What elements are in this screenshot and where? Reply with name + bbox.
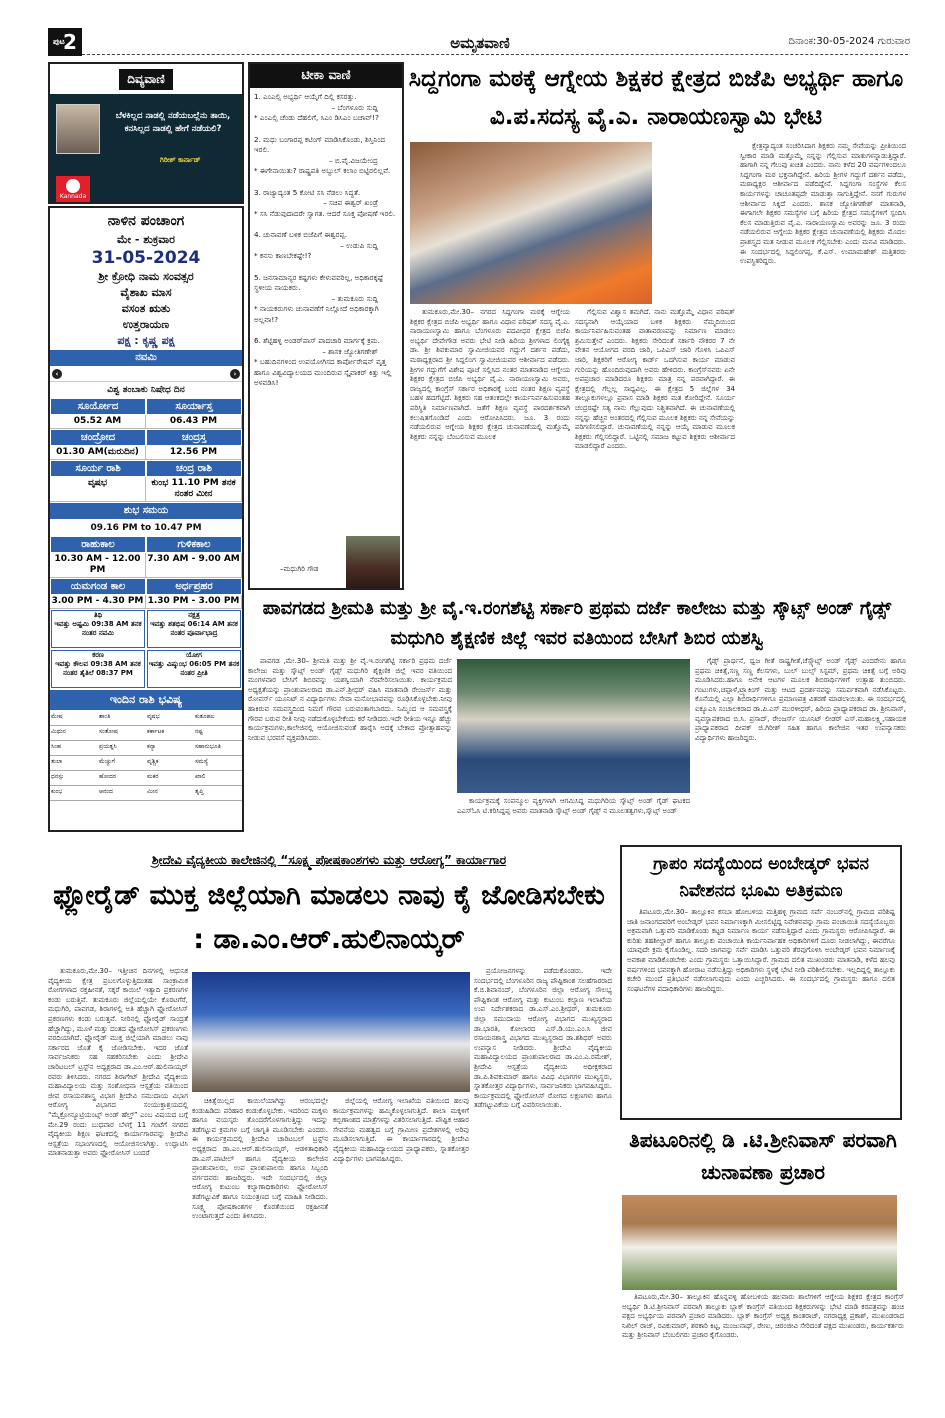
next-arrow-icon[interactable]: › <box>230 369 240 379</box>
ardhaprahara-label: ಅರ್ಧಪ್ರಹರ <box>146 578 242 595</box>
ardhaprahara-value: 1.30 PM - 3.00 PM <box>146 595 242 609</box>
rashi-name: ಕರ್ಕಾಟಕ <box>146 726 194 741</box>
surya-rashi-value: ವೃಷಭ <box>50 477 146 502</box>
article-text: ಗೆಲ್ಲಿಸುವ ವಿಶ್ವಾಸ ತಮಗಿದೆ. ನಾನು ಮತ್ತೊಮ್ಮೆ ವಿಧಾನ ಪರಿಷತ್ ಸದಸ್ಯನಾಗಿ ಆಯ್ಕೆಯಾದ ಬಳಿಕ ಶಿಕ್ಷಕರು ನೆಮ್ಮದಿಯಿಂದ ಕಾರ್ಯನಿರ್ವಹಿಸುವಂತಹ ವಾತಾವರಣವನ್ನು ನಿರ್ಮಾಣ ಮಾಡಲು ಶ್ರಮಿಸುತ್ತೇನೆ ಎಂದರು. ಶಿಕ್ಷಕರು ಸೇರಿದಂತೆ ಸರ್ಕಾರಿ ನೌಕರರ 7 ನೇ ವೇತನ ಆಯೋಗದ ವರದಿ ಜಾರಿ, ಒಪಿಎಸ್ ಜಾರಿ ಗೊಳಿಸಿ ಒಪಿಎಸ್ ಜಾರಿ, ಶಿಕ್ಷಕರಿಗೆ ಆರೋಗ್ಯ ಕಾರ್ಡ್ ಒದಗಿಸುವ ಕಾರ್ಯ ಮಾಡುವ ಗುರಿಯನ್ನು ಹೊಂದಿರುವುದಾಗಿ ಅವರು ಹೇಳಿದರು. ಕಾಂಗ್ರೆಸ್‌ನವರು ಏನೇ ಅಪಪ್ರಚಾರ ಮಾಡಿದರೂ ಶಿಕ್ಷಕರು ಮಾತ್ರ ನನ್ನ ಪರವಾಗಿದ್ದಾರೆ. ಈ ಕ್ಷೇತ್ರದಲ್ಲಿ ಗೆಲ್ಲಲ್ಲ ಸಾಧ್ಯವಿಲ್ಲ. ಈ ಕ್ಷೇತ್ರದ 5 ಜಿಲ್ಲೆಗಳ 34 ತಾಲ್ಲೂಕುಗಳಲ್ಲೂ ಪ್ರವಾಸ ಮಾಡಿ ಶಿಕ್ಷಕರ ಮತ ಕೋರಿದ್ದೇನೆ. ಸೂರ್ಯ ಚಂದ್ರರಷ್ಟೇ ಸತ್ಯ ನಾನು ಗೆಲ್ಲುವುದು ನಿಶ್ಚಿತವಾಗಿದೆ. ಈ ಚುನಾವಣೆಯಲ್ಲಿ ನನ್ನನ್ನು ಹೆಚ್ಚಿನ ಅಂತರದಲ್ಲಿ ಗೆಲ್ಲಿಸುವ ಮೂಲಕ ಶಿಕ್ಷಕರು ನನ್ನ ಸೇವೆಯನ್ನು ಪರಿಗಣಿಸಲಿದ್ದಾರೆ. ಚುನಾವಣೆಯಲ್ಲಿ ನನ್ನನ್ನು ಆಯ್ಕೆ ಮಾಡುವ ಮೂಲಕ ಶಿಕ್ಷಕರು ಗೆಲ್ಲಿಸಲಿದ್ದಾರೆ. ಒಟ್ಟಿನಲ್ಲಿ ಸಮಾಜ ಕಟ್ಟುವ ಶಿಕ್ಷಕರು ಆಶೀರ್ವಾದ ಮಾಡಲಿದ್ದಾರೆ ಎಂದರು. <box>575 308 735 451</box>
sunrise-value: 05.52 AM <box>50 415 146 429</box>
rashi-name: ಮೇಷ <box>50 711 98 726</box>
article3-col3 <box>333 1097 469 1392</box>
moonset-label: ಚಂದ್ರಸ್ತ <box>146 429 242 446</box>
teeka-quote: 1. ಎಂಎಲ್ಸಿ ಅಭ್ಯರ್ಥಿ ಆಯ್ಕೆಗೆ ದಿಲ್ಲಿ ಕಸರತ್ತು. <box>254 92 357 101</box>
rashi-prediction: ನಷ್ಟ <box>194 726 242 741</box>
teeka-source: – ಬಿ.ವೈ.ವಿಜಯೇಂದ್ರ <box>328 155 378 165</box>
article-text: ತುಮಕೂರು,ಮೇ.30– ನಗರದ ಸಿದ್ದಗಂಗಾ ಮಠಕ್ಕೆ ಆಗ್ನೇಯ ಶಿಕ್ಷಕರ ಕ್ಷೇತ್ರದ ಬಿಜೆಪಿ ಅಭ್ಯರ್ಥಿ ಹಾಗೂ ವಿಧಾನ ಪರಿಷತ್ ಸದಸ್ಯ ವೈ.ಎ. ನಾರಾಯಣಸ್ವಾಮಿ ಹಾಗೂ ಬೆಂಗಳೂರು ಪದವೀಧರ ಕ್ಷೇತ್ರದ ಬಿಜೆಪಿ ಅಭ್ಯರ್ಥಿ ದೇವೇಗೌಡ ಅವರು ಭೇಟಿ ನೀಡಿ ಹಿರಿಯ ಶ್ರೀಗಳಾದ ಲಿಂಗೈಕ್ಯ ಡಾ. ಶ್ರೀ ಶಿವಕುಮಾರ ಸ್ವಾಮೀಜಿಯವರ ಗದ್ದುಗೆ ದರ್ಶನ ಪಡೆದು, ಮಠಾಧ್ಯಕ್ಷರಾದ ಶ್ರೀ ಸಿದ್ದಲಿಂಗ ಸ್ವಾಮೀಜಿಯವರ ಆಶೀರ್ವಾದ ಪಡೆದರು. ಶ್ರೀಗಳ ಗದ್ದುಗೆಗೆ ವಿಶೇಷ ಪೂಜೆ ಸಲ್ಲಿಸಿದ ನಂತರ ಮಾತನಾಡಿದ ಆಗ್ನೇಯ ಶಿಕ್ಷಕರ ಕ್ಷೇತ್ರದ ಬಿಜೆಪಿ ಅಭ್ಯರ್ಥಿ ವೈ.ಎ. ನಾರಾಯಣಸ್ವಾಮಿ ಅವರು, ರಾಜ್ಯದಲ್ಲಿ ಕಾಂಗ್ರೆಸ್ ಸರ್ಕಾರ ಅಧಿಕಾರಕ್ಕೆ ಬಂದ ನಂತರ ಶಿಕ್ಷಣ ವ್ಯವಸ್ಥೆ ಬಹಳ ಹದಗೆಟ್ಟಿದೆ. ಶಿಕ್ಷಕರು ಸಹ ಆತಂಕದಲ್ಲೇ ಕಾರ್ಯನಿರ್ವಹಿಸುವಂತಹ ಪರಿಸ್ಥಿತಿ ನಿರ್ಮಾಣವಾಗಿದೆ. ಜತೆಗೆ ಶಿಕ್ಷಣ ವ್ಯವಸ್ಥೆ ಪಾರದರ್ಶಕವಾಗಿ ಕಲುಷಿತಗೊಂಡಿದೆ ಎಂದು ಆರೋಪಿಸಿದರು. ಜೂ. 3 ರಂದು ನಡೆಯಲಿರುವ ಆಗ್ನೇಯ ಶಿಕ್ಷಕರ ಕ್ಷೇತ್ರದ ಚುನಾವಣೆಯಲ್ಲಿ ಮತ್ತೊಮ್ಮೆ ಶಿಕ್ಷಕರು ನನ್ನನ್ನು ಬೆಂಬಲಿಸುವ ಮೂಲಕ <box>410 308 570 441</box>
article5-headline: ತಿಪಟೂರಿನಲ್ಲಿ ಡಿ .ಟಿ.ಶ್ರೀನಿವಾಸ್ ಪರವಾಗಿ ಚುನಾವಣಾ ಪ್ರಚಾರ <box>629 1128 897 1184</box>
surya-rashi-label: ಸೂರ್ಯ ರಾಶಿ <box>50 460 146 477</box>
sunset-label: ಸೂರ್ಯಾಸ್ತ <box>146 398 242 415</box>
article-text: ಚಿಕಿತ್ಸೆಯಿಲ್ಲದ ಕಾಯಿಲೆಯಾಗಿದ್ದು ಆರಂಭದಲ್ಲೇ ಕಂಡುಹಿಡಿದು ಪರಿಹಾರ ಕಂಡುಕೊಳ್ಳಬೇಕು. ಇದರಿಂದ ಮಕ್ಕಳು ಹಾಗೂ ವಯಸ್ಕರು ತೊಂದರೆಗೊಳಗಾಗುತ್ತಿದ್ದು ಇದನ್ನು ತಡೆಗಟ್ಟುವ ಕ್ರಮಗಳ ಬಗ್ಗೆ ಜಾಗೃತಿ ಮೂಡಿಸಬೇಕು ಎಂದರು. ಈ ಕಾರ್ಯಕ್ರಮದಲ್ಲಿ ಶ್ರೀದೇವಿ ಚಾರಿಟಬಲ್ ಟ್ರಸ್ಟ್‌ನ ಅಧ್ಯಕ್ಷರಾದ ಡಾ.ಎಂ.ಆರ್.ಹುಲಿನಾಯ್ಕರ್, ಆಡಳಿತಾಧಿಕಾರಿ ಡಾ.ಎಸ್.ಪಾಟೀಲ್ ಹಾಗೂ ವೈದ್ಯಕೀಯ ಕಾಲೇಜಿನ ಪ್ರಾಂಶುಪಾಲರು, ಉಪ ಪ್ರಾಂಶುಪಾಲರು ಹಾಗೂ ಸಿಬ್ಬಂದಿ ವರ್ಗದವರು ಹಾಜರಿದ್ದರು. ಇದೇ ಸಂದರ್ಭದಲ್ಲಿ ಜಿಲ್ಲಾ ಆರೋಗ್ಯ ಕುಟುಂಬ ಕಲ್ಯಾಣಾಧಿಕಾರಿಗಳು ಫ್ಲೋರೋಸಿಸ್ ತಡೆಗಟ್ಟುವಿಕೆ ಹಾಗೂ ನಿಯಂತ್ರಣದ ಬಗ್ಗೆ ಮಾಹಿತಿ ನೀಡಿದರು. ಸೂಕ್ಷ್ಮ ಪೋಷಕಾಂಶಗಳ ಕೊರತೆಯಿಂದ ರಕ್ತಹೀನತೆ ಉಂಟಾಗುತ್ತದೆ ಎಂದು ತಿಳಿಸಿದರು. <box>192 1097 328 1221</box>
timing-grid <box>50 398 242 502</box>
rashi-name: ತುಲಾ <box>50 756 98 771</box>
panchanga-box <box>48 206 244 832</box>
kala-grid <box>50 536 242 609</box>
article-text: ಪಾವಗಡ ,ಮೇ.30– ಶ್ರೀಮತಿ ಮತ್ತು ಶ್ರೀ ವೈ.ಇ.ರಂಗಶೆಟ್ಟಿ ಸರ್ಕಾರಿ ಪ್ರಥಮ ದರ್ಜೆ ಕಾಲೇಜು ಮತ್ತು ಸ್ಕೌಟ್ಸ್ ಅಂಡ್ ಗೈಡ್ಸ್ ಮಧುಗಿರಿ ಶೈಕ್ಷಣಿಕ ಜಿಲ್ಲೆ ಇವರ ವತಿಯಿಂದ ಮಂಗಳವಾರ ಬೇಸಿಗೆ ಶಿಬಿರವನ್ನು ಯಶಸ್ವಿಯಾಗಿ ನೆರವೇರಿಸಲಾಯಿತು. ಕಾರ್ಯಕ್ರಮದ ಅಧ್ಯಕ್ಷತೆಯನ್ನು ಪ್ರಾಂಶುಪಾಲರಾದ ಡಾ.ಎನ್.ಶ್ರೀಧರ್ ವಹಿಸಿ ಮಾತನಾಡಿ ರೇಂಜರ್ಸ್ ಮತ್ತು ರೋವರ್ಸ್ ಯೂನಿಟ್ ನ ವಿದ್ಯಾರ್ಥಿಗಳು ಸೇವಾ ಮನೋಭಾವವನ್ನು ರೂಢಿಸಿಕೊಳ್ಳಬೇಕು.ನೀವು ಹಾಕಿರುವ ಸಮವಸ್ತ್ರದಿಂದ ನಿಮಗೆ ಗೌರವ ಬರುವಂತಾಗಬಾರದು. ನಿಮ್ಮಿಂದ ಆ ಸಮವಸ್ತ್ರಕ್ಕೆ ಗೌರವ ಬರುವ ರೀತಿ ನೀವು ನಡೆದುಕೊಳ್ಳಬೇಕೆಂದು ಕರೆ ನೀಡಿದರು.ಇದೇ ರೀತಿಯ ಇನ್ನೂ ಹೆಚ್ಚು ಕಾರ್ಯಕ್ರಮಗಳು,ಕಾಲೇಜಿನಲ್ಲಿ ಆಯೋಜಿಸುವಂತೆ ಹಾರೈಸಿ ಅದಕ್ಕೆ ಬೇಕಾದ ಪ್ರೋತ್ಸಾಹವನ್ನು ನೀಡುವ ಭರವಸೆ ವ್ಯಕ್ತಪಡಿಸಿದರು. <box>248 657 452 742</box>
teeka-item <box>250 230 402 262</box>
logo-text: Kannada <box>59 193 87 200</box>
rashi-name: ಮಕರ <box>146 771 194 786</box>
kannada-logo <box>56 176 90 202</box>
nakshatra-cell <box>147 610 241 648</box>
teeka-vani-title: ಟೀಕಾ ವಾಣಿ <box>250 64 402 88</box>
cell-value: ಇವತ್ತು ಅಷ್ಟಮಿ 09:38 AM ತನಕ ನಂತರ ನವಮಿ <box>54 620 142 637</box>
article-text: ಜಿಲ್ಲೆಯಲ್ಲಿ ಆರೋಗ್ಯ ಇಲಾಖೆಯ ವತಿಯಿಂದ ಹಲವು ಕಾರ್ಯಕ್ರಮಗಳನ್ನು ಹಮ್ಮಿಕೊಳ್ಳಲಾಗುತ್ತಿದೆ. ಶಾಲಾ ಮಕ್ಕಳಿಗೆ ಕಬ್ಬಿಣಾಂಶದ ಮಾತ್ರೆಗಳನ್ನು ವಿತರಿಸಲಾಗುತ್ತಿದೆ. ಪೌಷ್ಟಿಕ ಆಹಾರ ಸೇವನೆಯ ಮಹತ್ವದ ಬಗ್ಗೆ ಗ್ರಾಮೀಣ ಪ್ರದೇಶಗಳಲ್ಲಿ ಅರಿವು ಮೂಡಿಸಲಾಗುತ್ತಿದೆ. ಈ ಕಾರ್ಯಾಗಾರದಲ್ಲಿ ಶ್ರೀದೇವಿ ವೈದ್ಯಕೀಯ ಮಹಾವಿದ್ಯಾಲಯದ ಪ್ರಾಧ್ಯಾಪಕರು, ಸ್ನಾತಕೋತ್ತರ ವಿದ್ಯಾರ್ಥಿಗಳು ಭಾಗವಹಿಸಿದ್ದರು. <box>333 1097 469 1163</box>
article3-col2 <box>192 1097 328 1392</box>
teeka-quote: 2. ಮಧು ಬಂಗಾರಪ್ಪ ಕಟಿಂಗ್ ಮಾಡಿಸಿಕೊಂಡು, ಶಿಸ್ತಿನಿಂದ ಇರಲಿ. <box>254 134 386 154</box>
karana-cell <box>51 650 145 688</box>
rashi-name: ವೃಷಭ <box>146 711 194 726</box>
teeka-quote: 3. ರಾಜ್ಯಾದ್ಯಂತ 5 ಕೋಟಿ ಸಸಿ ನೆಡಲು ಸಿದ್ಧತೆ. <box>254 187 361 197</box>
shubha-label: ಶುಭ ಸಮಯ <box>50 503 242 519</box>
rashi-prediction: ಸಹಾನುಭೂತಿ <box>194 741 242 756</box>
divyavani-box <box>48 62 244 204</box>
article3-headline: ಫ್ಲೋರೈಡ್ ಮುಕ್ತ ಜಿಲ್ಲೆಯಾಗಿ ಮಾಡಲು ನಾವು ಕೈ ಜೋಡಿಸಬೇಕು : ಡಾ.ಎಂ.ಆರ್.ಹುಲಿನಾಯ್ಕರ್ <box>53 880 605 955</box>
article4-box <box>620 845 902 1120</box>
columnist-signature: –ಮಧುಗಿರಿ ಗೌಡ <box>280 564 319 573</box>
rashi-name: ಸಿಂಹ <box>50 741 98 756</box>
columnist-photo <box>346 536 400 588</box>
cell-title: ಕರಣ <box>92 651 104 659</box>
rashi-title: ಇಂದಿನ ರಾಶಿ ಭವಿಷ್ಯ <box>50 690 242 710</box>
article3-photo <box>192 972 470 1092</box>
article5-body <box>622 1293 904 1393</box>
caption-text: ಕಾರ್ಯಕ್ರಮಕ್ಕೆ ಸಂಪನ್ಮೂಲ ವ್ಯಕ್ತಿಗಳಾಗಿ ಆಗಮಿಸಿದ್ದ ಮಧುಗಿರಿಯ ಸ್ಕೌಟ್ಸ್ ಅಂಡ್ ಗೈಡ್ ಘಟಕದ ಎಎಸ್‌ಓಸಿ ಟಿ.ಕರಿಸಿದ್ದಪ್ಪ ಅವರು ಮಾತನಾಡಿ ಸ್ಕೌಟ್ಸ್ ಅಂಡ್ ಗೈಡ್ಸ್ ನ ಮೂಲತತ್ವಗಳು,ಸ್ಕೌಟ್ಸ್ ಅಂಡ್ <box>457 797 690 815</box>
rashi-prediction: ಖಾಲಿ <box>194 771 242 786</box>
tithi-cell <box>51 610 145 648</box>
rashi-name: ಮಿಥುನ <box>50 726 98 741</box>
article5-photo <box>622 1195 897 1290</box>
masthead: ಅಮೃತವಾಣಿ <box>450 34 510 52</box>
smiley-icon <box>66 179 80 193</box>
divyavani-title: ದಿವ್ಯವಾಣಿ <box>119 69 173 90</box>
article3-kicker: ಶ್ರೀದೇವಿ ವೈದ್ಯಕೀಯ ಕಾಲೇಜಿನಲ್ಲಿ “ಸೂಕ್ಷ್ಮ ಪೋಷಕಾಂಶಗಳು ಮತ್ತು ಆರೋಗ್ಯ” ಕಾರ್ಯಾಗಾರ <box>151 853 507 867</box>
teeka-source: – ಬೆಂಗಳೂರು ಸುದ್ದಿ <box>331 102 378 112</box>
panchanga-day: ಮೇ - ಶುಕ್ರವಾರ <box>117 233 175 246</box>
article4-headline: ಗ್ರಾಪಂ ಸದಸ್ಯೆಯಿಂದ ಅಂಬೇಡ್ಕರ್ ಭವನ ನಿವೇಶನದ ಭೂಮಿ ಅತಿಕ್ರಮಣ <box>653 854 869 901</box>
teeka-comment: * ಈಗೇನಾಯಿತು? ರಾಷ್ಟ್ರಪತಿ ಅಬ್ದುಲ್ ಕಲಾಂ ಬಿಟ್ಟಿರಲಿಲ್ಲವೆ. <box>254 166 391 175</box>
article1-col1 <box>410 308 570 590</box>
tithi-cells <box>50 609 242 689</box>
article-text: ಪ್ರಯೋಜನಗಳನ್ನು ಪಡೆದುಕೊಂಡರು. ಇದೇ ಸಂದರ್ಭದಲ್ಲಿ ಬೆಂಗಳೂರಿನ ರಾಜ್ಯ ಪೌಷ್ಟಿಕಾಂಶ ಸಲಹೆಗಾರರಾದ ಕೆ.ಬಿ.ಶಿವಾನಂದ್, ಬೆಂಗಳೂರಿನ ಜಿಲ್ಲಾ ಆರೋಗ್ಯ ಸೌಲಭ್ಯ ಪೌಷ್ಟಿಕಾಂಶ ಆರೋಗ್ಯ ಮತ್ತು ಕುಟುಂಬ ಕಲ್ಯಾಣ ಇಲಾಖೆಯ ಉಪ ನಿರ್ದೇಶಕರಾದ ಡಾ.ಎಸ್.ಎಂ.ಶ್ರೀಧರ್, ತುಮಕೂರು ಜಿಲ್ಲಾ ಸಮುದಾಯ ಆರೋಗ್ಯ ವಿಭಾಗದ ಮುಖ್ಯಸ್ಥರಾದ ಡಾ.ಭಾರತಿ, ಕೋಲಾರದ ಎಸ್.ಡಿ.ಯು.ಎಂ.ಸಿ ಜೀವ ರಸಾಯನಶಾಸ್ತ್ರ ವಿಭಾಗದ ಮುಖ್ಯಸ್ಥರಾದ ಡಾ.ಶಶಿಧರ್ ಅವರು ಉಪನ್ಯಾಸ ನೀಡಿದರು. ಶ್ರೀದೇವಿ ವೈದ್ಯಕೀಯ ಮಹಾವಿದ್ಯಾಲಯದ ಪ್ರಾಂಶುಪಾಲರಾದ ಡಾ.ಎಂ.ಎ.ರಮೇಶ್, ಶ್ರೀದೇವಿ ಆಸ್ಪತ್ರೆಯ ವೈದ್ಯಕೀಯ ಅಧೀಕ್ಷಕರಾದ ಡಾ.ಪಿ.ಶಿವಕುಮಾರ್ ಹಾಗೂ ವಿವಿಧ ವಿಭಾಗಗಳ ಮುಖ್ಯಸ್ಥರು, ಸ್ನಾತಕೋತ್ತರ ವಿದ್ಯಾರ್ಥಿಗಳು, ಸಾರ್ವಜನಿಕರು ಭಾಗವಹಿಸಿದ್ದರು. ಕಾರ್ಯಕ್ರಮದಲ್ಲಿ ಫ್ಲೋರೋಸಿಸ್ ರೋಗದ ಲಕ್ಷಣಗಳು ಹಾಗೂ ತಡೆಗಟ್ಟುವಿಕೆಯ ಬಗ್ಗೆ ವಿವರಿಸಲಾಯಿತು. <box>474 967 612 1110</box>
rashi-prediction: ಕುತೂಹಲ <box>194 711 242 726</box>
yoga-cell <box>147 650 241 688</box>
teeka-quote: 6. ಶೆಟ್ಟಿಹಳ್ಳಿ ಅಂಡರ್‌ಪಾಸ್ ಪಾದಚಾರಿ ಮಾರ್ಗಕ್ಕೆ ಕ್ರಮ. <box>254 336 380 345</box>
teeka-comment: * ಬಹುದಿನಗಳಿಂದ ಉಪಯೋಗಿಸದ ಕಾರ್ಪೋರೇಷನ್ ವೃತ್ತ ಹಾಗೂ ವಿಶ್ವವಿದ್ಯಾಲಯದ ಮುಂದಿರುವ ಸ್ಕೈವಾಕರ್ ಕಿತ್ತು ಇಲ್ಲಿ ಅಳವಡಿಸಿ! <box>254 357 392 387</box>
rashi-prediction: ತೃಪ್ತಿ <box>194 786 242 801</box>
page-number: 2 <box>63 30 77 54</box>
teeka-item <box>250 273 402 326</box>
sunrise-label: ಸೂರ್ಯೋದ <box>50 398 146 415</box>
rahukala-label: ರಾಹುಕಾಲ <box>50 536 146 553</box>
article2-col1 <box>248 657 452 837</box>
chandra-rashi-value: ಕುಂಭ 11.10 PM ತನಕ ನಂತರ ಮೀನ <box>146 477 242 502</box>
rashi-name: ವೃಶ್ಚಿಕ <box>146 756 194 771</box>
moonrise-value: 01.30 AM(ಮರುದಿನ) <box>50 446 146 460</box>
rashi-prediction: ಸಮಸ್ಯೆ <box>194 756 242 771</box>
shubha-value: 09.16 PM to 10.47 PM <box>90 523 202 533</box>
article1-headline: ಸಿದ್ದಗಂಗಾ ಮಠಕ್ಕೆ ಆಗ್ನೇಯ ಶಿಕ್ಷಕರ ಕ್ಷೇತ್ರದ ಬಿಜೆಪಿ ಅಭ್ಯರ್ಥಿ ಹಾಗೂ ವಿ.ಪ.ಸದಸ್ಯ ವೈ.ಎ. ನಾರಾಯಣಸ್ವಾಮಿ ಭೇಟಿ <box>408 66 904 130</box>
teeka-source: – ತುಮಕೂರು ಸುದ್ದಿ <box>331 293 378 303</box>
teeka-quote: 4. ಚುನಾವಣೆ ಬಳಿಕ ಬಿಜೆಪಿಗೆ ಈಶ್ವರಪ್ಪ. <box>254 230 348 239</box>
dateline: ದಿನಾಂಕ:30-05-2024 ಗುರುವಾರ <box>788 36 910 47</box>
teeka-item <box>250 92 402 124</box>
article1-col3 <box>740 142 906 590</box>
teeka-item <box>250 188 402 220</box>
samvatsara: ಶ್ರೀ ಕ್ರೋಧಿ ನಾಮ ಸಂವತ್ಸರ <box>98 270 194 283</box>
yamaganda-value: 3.00 PM - 4.30 PM <box>50 595 146 609</box>
teeka-item <box>250 336 402 389</box>
article2-headline: ಪಾವಗಡದ ಶ್ರೀಮತಿ ಮತ್ತು ಶ್ರೀ ವೈ.ಇ.ರಂಗಶೆಟ್ಟಿ ಸರ್ಕಾರಿ ಪ್ರಥಮ ದರ್ಜೆ ಕಾಲೇಜು ಮತ್ತು ಸ್ಕೌಟ್ಸ್ ಅಂಡ್ ಗೈಡ್ಸ್ ಮಧುಗಿರಿ ಶೈಕ್ಷಣಿಕ ಜಿಲ್ಲೆ ಇವರ ವತಿಯಿಂದ ಬೇಸಿಗೆ ಶಿಬಿರ ಯಶಸ್ವಿ <box>262 598 892 649</box>
article-text: ತಿಪಟೂರು,ಮೇ.30– ತಾಲ್ಲೂಕಿನ ಹೊನ್ನವಳ್ಳಿ ಹೋಬಳಿಯ ಹಲವಾರು ಶಾಲೆಗಳಿಗೆ ಆಗ್ನೇಯ ಶಿಕ್ಷಕರ ಕ್ಷೇತ್ರದ ಕಾಂಗ್ರೆಸ್ ಅಭ್ಯರ್ಥಿ ಡಿ.ಟಿ.ಶ್ರೀನಿವಾಸ್ ಪರವಾಗಿ ತಾಲ್ಲೂಕು ಬ್ಲಾಕ್ ಕಾಂಗ್ರೆಸ್ ವತಿಯಿಂದ ಶಿಕ್ಷಕರುಗಳನ್ನು ಭೇಟಿ ಮಾಡಿ ಕರಪತ್ರವನ್ನು ಹಂಚಿ ಪಕ್ಷದ ಅಭ್ಯರ್ಥಿಯ ಪರವಾಗಿ ಪ್ರಚಾರ ಮಾಡಿದರು. ಬ್ಲಾಕ್ ಕಾಂಗ್ರೆಸ್ ಅಧ್ಯಕ್ಷ ಕಾಂತರಾಜ್, ನಗರಾಧ್ಯಕ್ಷ ಪ್ರಕಾಶ್, ಮುಖಂಡರಾದ ನಿಖಿಲ್ ರಾಜ್, ರವಿಕುಮಾರ್, ಶಠಕಾರಿ ಕಿಟ್ಟ, ಮಂಜುನಾಥ್, ರೇಣು, ಚಿರಂಜೀವಿ ಸೇರಿದಂತೆ ಪಕ್ಷದ ಮುಖಂಡರು, ಕಾರ್ಯಕರ್ತರು ಮತ್ತು ಶ್ರೀನಿವಾಸ್ ಬೆಂಬಲಿಗರು ಪ್ರಚಾರ ಕೈಗೊಂಡರು. <box>622 1293 904 1340</box>
sunset-value: 06.43 PM <box>146 415 242 429</box>
rashi-prediction: ಶಾಂತಿ <box>98 711 146 726</box>
header-divider <box>82 54 908 55</box>
cell-title: ತಿಥಿ <box>93 611 103 619</box>
panchanga-title: ನಾಳಿನ ಪಂಚಾಂಗ <box>107 213 185 229</box>
article-text: ತಿಪಟೂರು,ಮೇ.30– ತಾಲ್ಲೂಕಿನ ಕಸಬಾ ಹೋಬಳಿಯ ಮತ್ತಿಹಳ್ಳಿ ಗ್ರಾಮದ ಸರ್ವೆ ನಂಬರ್‌ನಲ್ಲಿ ಗ್ರಾಮದ ಪರಿಶಿಷ್ಟ ಜಾತಿ ಜನಾಂಗದವರಿಗೆ ಅಂಬೇಡ್ಕರ್ ಭವನ ನಿರ್ಮಾಣಕ್ಕಾಗಿ ಮೀಸಲಿಟ್ಟಿದ್ದ ನಿವೇಶನವನ್ನು ಗ್ರಾಮ ಪಂಚಾಯಿತಿ ಸದಸ್ಯೆಯೊಬ್ಬರು ಅಕ್ರಮವಾಗಿ ಒತ್ತುವರಿ ಮಾಡಿಕೊಂಡು ಕಟ್ಟಡ ನಿರ್ಮಾಣ ಕಾರ್ಯ ನಡೆಸುತ್ತಿದ್ದಾರೆ ಎಂದು ಗ್ರಾಮಸ್ಥರು ಆರೋಪಿಸಿದ್ದಾರೆ. ಈ ಕುರಿತು ತಹಶೀಲ್ದಾರ್ ಹಾಗೂ ತಾಲ್ಲೂಕು ಪಂಚಾಯಿತಿ ಕಾರ್ಯನಿರ್ವಾಹಕ ಅಧಿಕಾರಿಗಳಿಗೆ ದೂರು ನೀಡಲಾಗಿದ್ದು, ಈವರೆಗೂ ಯಾವುದೇ ಕ್ರಮ ಕೈಗೊಂಡಿಲ್ಲ. ಸದರಿ ಜಾಗವನ್ನು ಸರ್ವೆ ಮಾಡಿಸಿ ಒತ್ತುವರಿ ತೆರವುಗೊಳಿಸಿ ಅಂಬೇಡ್ಕರ್ ಭವನ ನಿರ್ಮಾಣಕ್ಕೆ ಅವಕಾಶ ಮಾಡಿಕೊಡಬೇಕು ಎಂದು ಗ್ರಾಮಸ್ಥರು ಒತ್ತಾಯಿಸಿದ್ದಾರೆ. ಗ್ರಾಮದ ದಲಿತ ಮುಖಂಡರು ಮಾತನಾಡಿ, ಕಳೆದ ಹಲವು ವರ್ಷಗಳಿಂದ ಭವನಕ್ಕಾಗಿ ಹೋರಾಟ ನಡೆಸುತ್ತಿದ್ದು ಅಧಿಕಾರಿಗಳು ಸ್ಥಳಕ್ಕೆ ಭೇಟಿ ನೀಡಿ ಪರಿಶೀಲಿಸಬೇಕು. ಇಲ್ಲದಿದ್ದಲ್ಲಿ ತಾಲ್ಲೂಕು ಕಚೇರಿ ಮುಂದೆ ಪ್ರತಿಭಟನೆ ನಡೆಸಲಾಗುವುದು ಎಂದು ಎಚ್ಚರಿಸಿದರು. ಈ ಸಂದರ್ಭದಲ್ಲಿ ಗ್ರಾಮಸ್ಥರು ಹಾಗೂ ದಲಿತ ಸಂಘಟನೆಗಳ ಪದಾಧಿಕಾರಿಗಳು ಹಾಜರಿದ್ದರು. <box>627 908 895 993</box>
rashi-name: ಧನಸ್ಸು <box>50 771 98 786</box>
teeka-quote: 5. ಜನಸಾಮಾನ್ಯರ ಕಷ್ಟಗಳು ಕೇಳುವವರಿಲ್ಲ, ಅಧಿಕಾರಕ್ಕಷ್ಟೆ ಸ್ಥಳೀಯ ನಾಯಕರು. <box>254 272 384 292</box>
paksha: ಪಕ್ಷ : ಕೃಷ್ಣ ಪಕ್ಷ <box>117 334 175 347</box>
author-photo <box>56 104 100 154</box>
article2-photo <box>457 659 690 793</box>
article4-body <box>627 908 895 1114</box>
teeka-source: – ಶಾಸಕ ಜ್ಯೋತಿಗಣೇಶ್ <box>322 346 378 356</box>
ayana: ಉತ್ತರಾಯಣ <box>122 318 170 331</box>
teeka-item <box>250 135 402 177</box>
panchanga-date: 31-05-2024 <box>91 248 201 268</box>
rashi-name: ಮೀನ <box>146 786 194 801</box>
gulika-value: 7.30 AM - 9.00 AM <box>146 553 242 578</box>
article-text: ಗೈಡ್ಸ್ ಪ್ರಾರ್ಥನೆ, ಧ್ವಜ ಗೀತೆ ರಾಷ್ಟ್ರಗೀತೆ,ಚೆಸ್ಸ್ಕೌಟ್ಸ್ ಅಂಡ್ ಗೈಡ್ಸ್ ಎಂದರೇನು ಹಾಗೂ ಪ್ರಥಮ ಚಿಕಿತ್ಸೆ,ಸಣ್ಣ ಸಣ್ಣ ಕೆಲಸಗಳು, ಬುಲ್ ಬುಲ್ಸ್ ಸಿಸ್ಟಮ್, ಪ್ರಥಮ ಚಿಕಿತ್ಸೆ ಬಗ್ಗೆ ಅರಿವು ಮೂಡಿಸಿದರು.ಹಾಗೂ ಅನೇಕ ಆಟಗಳ ಮೂಲಕ ಶಿಬಿರಾರ್ಥಿಗಳಿಗೆ ಉತ್ಸಾಹ ತುಂಬಿದರು. ಗಂಟುಗಳು,ಚಪ್ಪಾಳೆ,ಟ್ರ್ಯಾಕಿಂಗ್ ಮತ್ತು ಆಟದ ಪ್ರದರ್ಶನವನ್ನು ಸಮರ್ಪಕವಾಗಿ ನಡೆಸಿಕೊಟ್ಟರು. ಕೊನೆಯಲ್ಲಿ ಎಲ್ಲಾ ಶಿಬಿರಾರ್ಥಿಗಳಿಗೂ ಪ್ರಮಾಣಪತ್ರ ವಿತರಣೆ ಮಾಡಲಾಯಿತು. ಈ ಸಂದರ್ಭದಲ್ಲಿ ಐಕ್ಯೂಎಸಿ ಸಂಚಾಲಕರಾದ ಡಾ.ಪಿ.ಎಸ್ ಮುರಳೀಧರ್, ಹಿರಿಯ ಪ್ರಾಧ್ಯಾಪಕರಾದ ಡಾ. ಶ್ರೀನಿವಾಸ್, ವ್ಯವಸ್ಥಾಪಕರಾದ ಬಿ.ಸಿ. ಪ್ರಸಾದ್, ರೇಂಜರ್ಸ್ ಯೂನಿಟ್ ಲೀಡರ್ ಎಸ್.ಮಹಾಲಕ್ಷ್ಮಿ,ಸಹಾಯಕ ಪ್ರಾಧ್ಯಾಪಕರಾದ ದೀಪಕ್ ಜಿ.ಗಿರೀಶ್ ಸಹಿತ ಹಾಗೂ ಕಾಲೇಜಿನ ಇತರ ಉಪನ್ಯಾಸಕರು ವಿದ್ಯಾರ್ಥಿಗಳು ಹಾಜರಿದ್ದರು. <box>695 657 906 742</box>
rahukala-value: 10.30 AM - 12.00 PM <box>50 553 146 578</box>
quote-text: ಬೆಳಕಿಲ್ಲದ ನಾಡಲ್ಲಿ ನಡೆಯಬಲ್ಲೆನು ತಾಯಿ, ಕನಸಿಲ್ಲದ ನಾಡಲ್ಲಿ ಹೇಗೆ ನಡೆಯಲಿ? <box>115 111 231 134</box>
special-day: ವಿಶ್ವ ತಂಬಾಕು ನಿಷೇಧ ದಿನ <box>107 385 185 395</box>
article2-caption <box>457 797 690 837</box>
rashi-name: ಕುಂಭ <box>50 786 98 801</box>
page-label: ಪುಟ <box>53 37 65 46</box>
page-number-tag <box>48 28 82 56</box>
rashi-prediction: ಹೋದರ <box>98 771 146 786</box>
rashi-prediction: ಆನಂದ <box>98 786 146 801</box>
article3-col4 <box>474 967 612 1392</box>
quote-author: ಗಿರೀಶ್ ಕಾರ್ನಾಡ್ <box>160 156 201 164</box>
cell-value: ಇವತ್ತು ಕೌಲವ 09:38 AM ತನಕ ನಂತರ ತೈತಿಲೆ 08:37 PM <box>55 660 141 677</box>
teeka-comment: * ಸಸಿ ನೆಡುವುದಾದರೇ ಸ್ವಾಗತ. ಆದರೆ ಸೂಕ್ತ ಪೋಷಣೆ ಇರಲಿ. <box>254 208 396 218</box>
teeka-comment: * ಕನಸು ಕಾಣಬೇಕಷ್ಟೇ!? <box>254 251 312 260</box>
article2-col2 <box>695 657 906 837</box>
rashi-table <box>50 711 242 801</box>
masa: ವೈಶಾಖ ಮಾಸ <box>120 286 172 299</box>
gulika-label: ಗುಳಿಕಕಾಲ <box>146 536 242 553</box>
article-text: ತುಮಕೂರು,ಮೇ.30– ಇತ್ತೀಚಿನ ದಿನಗಳಲ್ಲಿ ಆಧುನಿಕ ವೈದ್ಯಕೀಯ ಕ್ಷೇತ್ರ ಪ್ರಬಲಗೊಳ್ಳುತ್ತಿದಂತಹ ಸಾಂಕ್ರಾಮಿಕ ರೋಗಗಳಾದ ರಕ್ತಹೀನತೆ, ಸಕ್ಕರೆ ಕಾಯಿಲೆ ಇತ್ಯಾದಿ ಪ್ರಕರಣಗಳ ಕಂಡು ಬರುತ್ತಿವೆ. ತುಮಕೂರು ಜಿಲ್ಲೆಯಲ್ಲಿಯೇ ಕೊರಟಗೆರೆ, ಮಧುಗಿರಿ, ಪಾವಗಡ, ಶಿರಾಗಳಲ್ಲಿ ಅತಿ ಹೆಚ್ಚಾಗಿ ಫ್ಲೋರೋಸಿಸ್ ಪ್ರಕರಣಗಳು ಕಂಡು ಬರುತ್ತವೆ. ನೀರಿನಲ್ಲಿ ಫ್ಲೋರೈಡ್ ಸಾಂದ್ರತೆ ಹೆಚ್ಚಾಗಿದ್ದು, ಮೂಳೆ ಮತ್ತು ದಂತದ ಫ್ಲೋರೋಸಿಸ್ ಪ್ರಕರಣಗಳು ವರದಿಯಾಗಿದೆ. ಫ್ಲೋರೈಡ್ ಮುಕ್ತ ಜಿಲ್ಲೆಯಾಗಿ ಮಾಡಲು ನಾವು ಸರ್ಕಾರದ ಜೊತೆ ಕೈ ಜೋಡಿಸಬೇಕು. ಇದರ ಜೊತೆ ಸಾರ್ವಜನಿಕರು ಸಹ ಸಹಕರಿಸಬೇಕು ಎಂದು ಶ್ರೀದೇವಿ ಚಾರಿಟಬಲ್ ಟ್ರಸ್ಟ್‌ನ ಅಧ್ಯಕ್ಷರಾದ ಡಾ.ಎಂ.ಆರ್.ಹುಲಿನಾಯ್ಕರ್ ರವರು ತಿಳಿಸಿದರು. ನಗರದ ಶಿರಾಗೇಟ್ ಶ್ರೀದೇವಿ ವೈದ್ಯಕೀಯ ಮಹಾವಿದ್ಯಾಲಯ ಮತ್ತು ಸಂಶೋಧನಾ ಆಸ್ಪತ್ರೆಯ ವತಿಯಿಂದ ಜೀವ ರಸಾಯನಶಾಸ್ತ್ರ ವಿಭಾಗ ಶ್ರೀದೇವಿ ಸಮುದಾಯ ವಿಭಾಗ ಆರೋಗ್ಯ ವಿಭಾಗದ ಸಂಯುಕ್ತಾಶ್ರಯದಲ್ಲಿ “ಮೈಕ್ರೋನ್ಯೂಟ್ರಿಯಂಟ್ಸ್ ಅಂಡ್ ಹೆಲ್ತ್” ಎಂಬ ವಿಷಯದ ಬಗ್ಗೆ ಮೇ.29 ರಂದು ಬುಧವಾರ ಬೆಳಗ್ಗೆ 11 ಗಂಟೆಗೆ ನಗರದ ವೈದ್ಯಕೀಯ ಶಿಕ್ಷಣ ಘಟಕದಲ್ಲಿ ಕಾರ್ಯಾಗಾರವನ್ನು ಶ್ರೀದೇವಿ ಆಸ್ಪತ್ರೆಯ ಸಭಾಂಗಣದಲ್ಲಿ ಆಯೋಜಿಸಲಾಗಿತ್ತು. ಉದ್ಘಾಟಿಸಿ ಮಾತನಾಡುತ್ತಾ ಅವರು ಫ್ಲೋರೋಸಿಸ್ ಬಂದರೆ <box>48 967 188 1158</box>
article1-photo <box>410 142 652 304</box>
teeka-source: – ಉಡುಪಿ ಸುದ್ದಿ <box>340 240 378 250</box>
rashi-name: ಕನ್ಯಾ <box>146 741 194 756</box>
moonset-value: 12.56 PM <box>146 446 242 460</box>
rashi-prediction: ಮೆಚ್ಚುಗೆ <box>98 756 146 771</box>
teeka-source: – ಸಚಿವ ಈಶ್ವರ್ ಖಂಡ್ರೆ <box>323 198 378 207</box>
article-text: ಕ್ಷೇತ್ರವ್ಯಾದ್ಯಂತ ಸಂಚರಿಸಿದಾಗ ಶಿಕ್ಷಕರು ನಮ್ಮ ಸೇವೆಯನ್ನು ಪ್ರೀತಿಯಿಂದ ಸ್ವೀಕಾರ ಮಾಡಿ ಮತ್ತೊಮ್ಮೆ ನನ್ನನ್ನು ಗೆಲ್ಲಿಸುವ ಮಾತುಗಳನ್ನಾಡುತ್ತಿದ್ದಾರೆ. ಹಾಗಾಗಿ ನನ್ನ ಗೆಲುವು ಖಚಿತ ಎಂದರು. ನಾನು ಕಳೆದ 20 ವರ್ಷಗಳಿಂದಲೂ ಸಿದ್ದಗಂಗಾ ಮಠ ಭಕ್ತನಾಗಿದ್ದೇನೆ. ಹಿರಿಯ ಶ್ರೀಗಳ ಗದ್ದುಗೆ ದರ್ಶನ ಪಡೆದು, ಮಠಾಧ್ಯಕ್ಷರ ಆಶೀರ್ವಾದ ಪಡೆದಿದ್ದೇನೆ. ಸಿದ್ದಗಂಗಾ ಸಂಸ್ಥೆಗಳ ಕೆಲಸ ಕಾರ್ಯಗಳನ್ನು ಚಾಚೂತಪ್ಪದೇ ಮಾಡುತ್ತಾ ಸಾಗುತ್ತಿದ್ದೇನೆ. ನನಗೆ ಗುರುಗಳ ಆಶೀರ್ವಾದ ಸಿಕ್ಕಿದೆ ಎಂದರು. ಶಾಸಕ ಜ್ಯೋತಿಗಣೇಶ್ ಮಾತನಾಡಿ, ಈಗಾಗಲೇ ಶಿಕ್ಷಕರ ಸಮಸ್ಯೆಗಳ ಬಗ್ಗೆ ಹಿರಿಯ ಕ್ಷೇತ್ರದ ಸಮಸ್ಯೆಗಳಿಗೆ ಸ್ಪಂದಿಸಿ ಕೆಲಸ ಮಾಡುತ್ತಿರುವ ವೈ.ಎ. ನಾರಾಯಣಸ್ವಾಮಿ ಅವರನ್ನು ಜೂ. 3 ರಂದು ನಡೆಯಲಿರುವ ಆಗ್ನೇಯ ಶಿಕ್ಷಕರ ಕ್ಷೇತ್ರದ ಚುನಾವಣೆಯಲ್ಲಿ ಶಿಕ್ಷಕರು ಮೊದಲ ಪ್ರಾಶಸ್ತ್ಯದ ಮತ ನೀಡುವ ಮೂಲಕ ಗೆಲ್ಲಿಸಬೇಕು ಎಂದು ಮನವಿ ಮಾಡಿದರು. ಈ ಸಂದರ್ಭದಲ್ಲಿ ಸಿದ್ದಲಿಂಗಪ್ಪ, ಕೆ.ಎಸ್. ಉಮಾಮಹೇಶ್ ಮತ್ತಿತರರು ಉಪಸ್ಥಿತರಿದ್ದರು. <box>740 142 906 266</box>
teeka-comment: * ನಾಯಕರುಗಳು ಚುನಾವಣೆಗೆ ನಿಲ್ಲೋದೆ ಅಧಿಕಾರಕ್ಕಾಗಿ ಅಲ್ಲವಾ!? <box>254 304 379 324</box>
yamaganda-label: ಯಮಗಂಡ ಕಾಲ <box>50 578 146 595</box>
moonrise-label: ಚಂದ್ರೋದ <box>50 429 146 446</box>
cell-value: ಇವತ್ತು ಶತಭಿಷ 06:14 AM ತನಕ ನಂತರ ಪೂರ್ವಾಭಾದ್ರ <box>150 620 238 637</box>
cell-value: ಇವತ್ತು ವಿಷ್ಕುಂಭ 06:05 PM ತನಕ ನಂತರ ಪ್ರೀತಿ <box>148 660 240 677</box>
cell-title: ಯೋಗ <box>186 651 202 659</box>
article1-col2 <box>575 308 735 590</box>
tithi-bar: ನವಮಿ <box>50 350 242 366</box>
ritu: ವಸಂತ ಋತು <box>121 302 171 315</box>
chandra-rashi-label: ಚಂದ್ರ ರಾಶಿ <box>146 460 242 477</box>
prev-arrow-icon[interactable]: ‹ <box>52 369 62 379</box>
cell-title: ನಕ್ಷತ್ರ <box>188 611 200 619</box>
rashi-prediction: ಪ್ರಯತ್ನಸಿ <box>98 741 146 756</box>
teeka-vani-box <box>248 62 404 590</box>
teeka-comment: * ಎಂಎಲ್ಸಿ ಚೆಂಡು ದೆಹಲಿಗೆ, ಸಿಎಂ ಡಿಸಿಎಂ ಬಚಾವ್!? <box>254 113 379 122</box>
article3-col1 <box>48 967 188 1392</box>
rashi-prediction: ಸಂತೋಷ <box>98 726 146 741</box>
